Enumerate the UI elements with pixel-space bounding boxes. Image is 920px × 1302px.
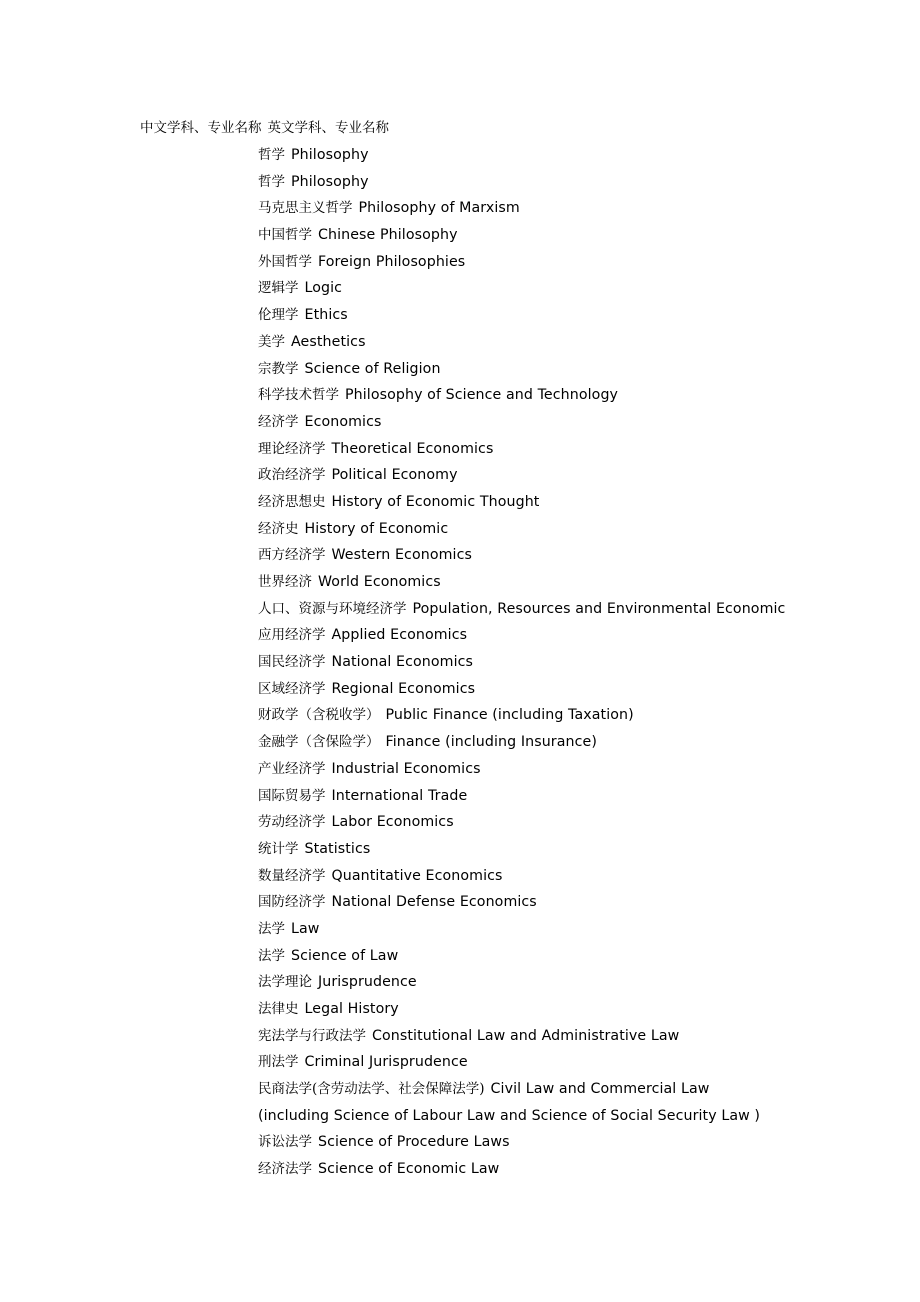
- english-subject-name: Logic: [304, 280, 343, 297]
- english-subject-name: Labor Economics: [331, 814, 454, 831]
- english-subject-name: Science of Economic Law: [318, 1161, 500, 1178]
- english-subject-name: Science of Religion: [304, 360, 441, 377]
- list-item: [258, 786, 785, 813]
- chinese-subject-name: 诉讼法学: [258, 1134, 312, 1151]
- list-item: [258, 305, 785, 332]
- chinese-subject-name: 美学: [258, 333, 285, 350]
- english-subject-name: Economics: [304, 413, 382, 430]
- english-subject-name: Population, Resources and Environmental Economic: [412, 600, 786, 617]
- list-item: [258, 732, 785, 759]
- chinese-subject-name: 中国哲学: [258, 227, 312, 244]
- list-item: [258, 599, 785, 626]
- chinese-subject-name: 产业经济学: [258, 760, 326, 777]
- english-subject-name: Legal History: [304, 1001, 399, 1017]
- chinese-subject-name: 区域经济学: [258, 680, 326, 697]
- chinese-subject-name: 马克思主义哲学: [258, 200, 353, 217]
- subject-list: [258, 145, 785, 1186]
- english-subject-name: Philosophy: [291, 147, 369, 163]
- english-subject-name: Science of Procedure Laws: [318, 1134, 510, 1151]
- list-item: [258, 999, 785, 1026]
- english-subject-name: Ethics: [304, 307, 348, 324]
- english-subject-name: Civil Law and Commercial Law: [490, 1081, 710, 1098]
- chinese-subject-name: 法学: [258, 947, 285, 964]
- list-item: [258, 225, 785, 252]
- english-subject-name: Political Economy: [331, 467, 458, 484]
- english-subject-name: Industrial Economics: [331, 760, 481, 777]
- english-subject-name: Philosophy of Science and Technology: [345, 387, 619, 404]
- chinese-subject-name: 统计学: [258, 840, 299, 857]
- english-subject-name: Chinese Philosophy: [318, 227, 458, 244]
- list-item: [258, 705, 785, 732]
- english-subject-name: Law: [291, 920, 320, 937]
- list-item: [258, 1106, 785, 1133]
- chinese-subject-name: 逻辑学: [258, 280, 299, 297]
- header-english-label: 英文学科、专业名称: [267, 120, 389, 136]
- table-header: [140, 118, 389, 138]
- chinese-subject-name: 经济思想史: [258, 493, 326, 510]
- list-item: [258, 198, 785, 225]
- list-item: [258, 625, 785, 652]
- list-item: [258, 145, 785, 172]
- chinese-subject-name: 伦理学: [258, 307, 299, 324]
- chinese-subject-name: 应用经济学: [258, 627, 326, 644]
- chinese-subject-name: 国际贸易学: [258, 787, 326, 804]
- chinese-subject-name: 刑法学: [258, 1054, 299, 1071]
- chinese-subject-name: 哲学: [258, 147, 285, 163]
- list-item: [258, 839, 785, 866]
- english-subject-name: Constitutional Law and Administrative Law: [372, 1027, 680, 1044]
- english-subject-name: Aesthetics: [291, 333, 366, 350]
- english-subject-name: Finance (including Insurance): [385, 734, 597, 751]
- list-item: [258, 492, 785, 519]
- list-item: [258, 572, 785, 599]
- chinese-subject-name: 政治经济学: [258, 467, 326, 484]
- list-item: [258, 1052, 785, 1079]
- english-subject-name: Jurisprudence: [318, 974, 417, 991]
- list-item: [258, 972, 785, 999]
- list-item: [258, 892, 785, 919]
- english-subject-name: Western Economics: [331, 547, 472, 564]
- list-item: [258, 866, 785, 893]
- english-subject-name: International Trade: [331, 787, 468, 804]
- chinese-subject-name: 世界经济: [258, 574, 312, 590]
- english-subject-name: National Economics: [331, 654, 473, 671]
- english-subject-name: Philosophy: [291, 173, 369, 190]
- english-subject-name: Statistics: [304, 840, 371, 857]
- english-subject-name: World Economics: [318, 574, 441, 590]
- list-item: [258, 812, 785, 839]
- english-subject-name: Philosophy of Marxism: [358, 200, 520, 217]
- chinese-subject-name: 劳动经济学: [258, 814, 326, 831]
- list-item: [258, 359, 785, 386]
- english-subject-name: History of Economic Thought: [331, 493, 540, 510]
- chinese-subject-name: 科学技术哲学: [258, 387, 339, 404]
- list-item: [258, 385, 785, 412]
- list-item: [258, 252, 785, 279]
- chinese-subject-name: 理论经济学: [258, 440, 326, 457]
- english-subject-name: Public Finance (including Taxation): [385, 707, 634, 724]
- list-item: [258, 412, 785, 439]
- chinese-subject-name: 民商法学(含劳动法学、社会保障法学): [258, 1081, 485, 1098]
- chinese-subject-name: 数量经济学: [258, 867, 326, 884]
- english-subject-name: Applied Economics: [331, 627, 468, 644]
- chinese-subject-name: 哲学: [258, 173, 285, 190]
- chinese-subject-name: 人口、资源与环境经济学: [258, 600, 407, 617]
- list-item: [258, 1079, 785, 1106]
- list-item: [258, 652, 785, 679]
- list-item: [258, 759, 785, 786]
- chinese-subject-name: 国民经济学: [258, 654, 326, 671]
- list-item: [258, 172, 785, 199]
- list-item: [258, 278, 785, 305]
- chinese-subject-name: 法学: [258, 920, 285, 937]
- english-subject-name: (including Science of Labour Law and Science of Social Security Law ): [258, 1107, 761, 1124]
- chinese-subject-name: 国防经济学: [258, 894, 326, 911]
- header-chinese-label: 中文学科、专业名称: [140, 120, 262, 136]
- list-item: [258, 919, 785, 946]
- chinese-subject-name: 经济学: [258, 413, 299, 430]
- english-subject-name: Theoretical Economics: [331, 440, 494, 457]
- english-subject-name: Foreign Philosophies: [318, 253, 466, 270]
- english-subject-name: Regional Economics: [331, 680, 476, 697]
- list-item: [258, 1026, 785, 1053]
- english-subject-name: National Defense Economics: [331, 894, 537, 911]
- chinese-subject-name: 经济史: [258, 520, 299, 537]
- list-item: [258, 1132, 785, 1159]
- list-item: [258, 1159, 785, 1186]
- chinese-subject-name: 经济法学: [258, 1161, 312, 1178]
- english-subject-name: Criminal Jurisprudence: [304, 1054, 468, 1071]
- chinese-subject-name: 金融学（含保险学）: [258, 734, 380, 751]
- list-item: [258, 679, 785, 706]
- chinese-subject-name: 外国哲学: [258, 253, 312, 270]
- chinese-subject-name: 宗教学: [258, 360, 299, 377]
- chinese-subject-name: 法学理论: [258, 974, 312, 991]
- chinese-subject-name: 法律史: [258, 1001, 299, 1017]
- list-item: [258, 332, 785, 359]
- english-subject-name: Quantitative Economics: [331, 867, 503, 884]
- english-subject-name: Science of Law: [291, 947, 399, 964]
- chinese-subject-name: 财政学（含税收学）: [258, 707, 380, 724]
- list-item: [258, 519, 785, 546]
- list-item: [258, 439, 785, 466]
- chinese-subject-name: 宪法学与行政法学: [258, 1027, 366, 1044]
- chinese-subject-name: 西方经济学: [258, 547, 326, 564]
- list-item: [258, 946, 785, 973]
- list-item: [258, 545, 785, 572]
- list-item: [258, 465, 785, 492]
- english-subject-name: History of Economic: [304, 520, 449, 537]
